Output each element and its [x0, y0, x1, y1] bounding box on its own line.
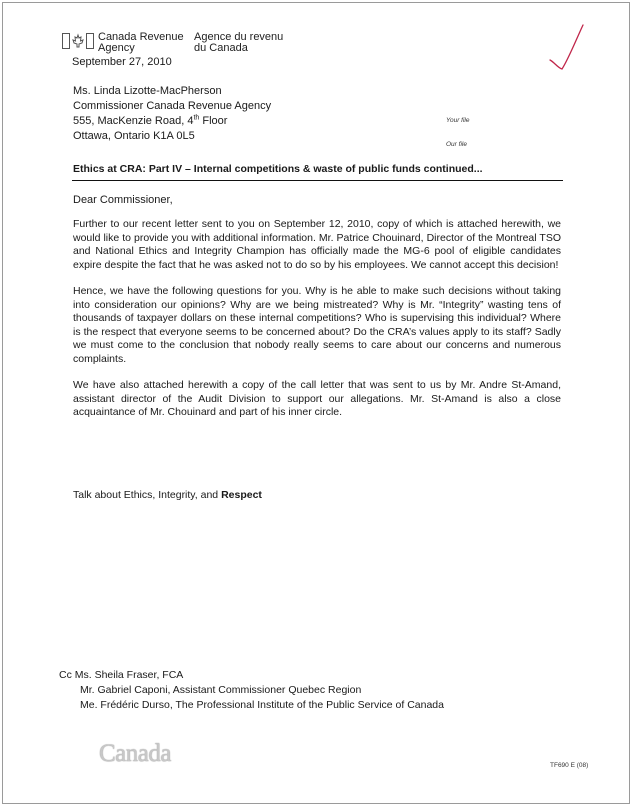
agency-fr-line1: Agence du revenu	[194, 31, 284, 43]
closing-bold: Respect	[221, 489, 262, 501]
subject-rule	[72, 180, 563, 181]
recipient-title: Commissioner Canada Revenue Agency	[73, 100, 272, 112]
our-file-label: Our file	[446, 141, 467, 148]
form-code: TF690 E (08)	[550, 762, 589, 769]
agency-en-line2: Agency	[98, 42, 135, 54]
canada-wordmark: Canada	[99, 740, 171, 767]
body-paragraph-2: Hence, we have the following questions for you. Why is he able to make such decisions without taking into consideration our opinions? Why are we being mistreated? Why is Mr. “Integrity” wasting tens of thousands of taxpayer dollars on these internal competitions? Who is supervising this individual? Where is the respect that everyone seems to be concerned about? Do the CRA’s values apply to its staff? Sadly we must come to the conclusion that nobody really seems to care about our concerns and numerous complaints.	[73, 285, 561, 365]
closing-line	[73, 489, 262, 501]
body-paragraph-1: Further to our recent letter sent to you on September 12, 2010, copy of which is attached herewith, we would like to provide you with additional information. Mr. Patrice Chouinard, Director of the Montreal TSO and National Ethics and Integrity Champion has officially made the MG-6 pool of eligible candidates expire despite the fact that he was asked not to do so by his employees. We cannot accept this decision!	[73, 218, 561, 271]
letter-date: September 27, 2010	[72, 56, 172, 68]
street-floor: Floor	[199, 115, 228, 127]
closing-text: Talk about Ethics, Integrity, and	[73, 489, 222, 501]
your-file-label: Your file	[446, 117, 470, 124]
cc-line-2: Mr. Gabriel Caponi, Assistant Commissioner Quebec Region	[80, 684, 362, 696]
agency-en-line1: Canada Revenue	[98, 31, 184, 43]
agency-fr-line2: du Canada	[194, 42, 248, 54]
agency-name-en	[98, 32, 184, 54]
cc-list	[59, 668, 444, 713]
agency-name-fr	[194, 32, 283, 54]
recipient-street	[73, 114, 271, 129]
salutation: Dear Commissioner,	[73, 194, 173, 206]
cc-line-1: Cc Ms. Sheila Fraser, FCA	[59, 669, 184, 681]
cc-line-3: Me. Frédéric Durso, The Professional Institute of the Public Service of Canada	[80, 699, 444, 711]
street-text: 555, MacKenzie Road, 4	[73, 115, 194, 127]
recipient-name: Ms. Linda Lizotte-MacPherson	[73, 85, 222, 97]
body-paragraph-3: We have also attached herewith a copy of the call letter that was sent to us by Mr. Andre St-Amand, assistant director of the Audit Division to support our allegations. Mr. St-Amand is also a close acquaintance of Mr. Chouinard and part of his inner circle.	[73, 379, 561, 418]
canada-flag-icon	[62, 33, 94, 49]
checkmark-icon	[546, 22, 586, 72]
recipient-address	[73, 84, 271, 144]
street-ordinal: th	[193, 114, 200, 122]
letter-subject: Ethics at CRA: Part IV – Internal competitions & waste of public funds continued...	[73, 163, 483, 175]
recipient-city: Ottawa, Ontario K1A 0L5	[73, 130, 195, 142]
